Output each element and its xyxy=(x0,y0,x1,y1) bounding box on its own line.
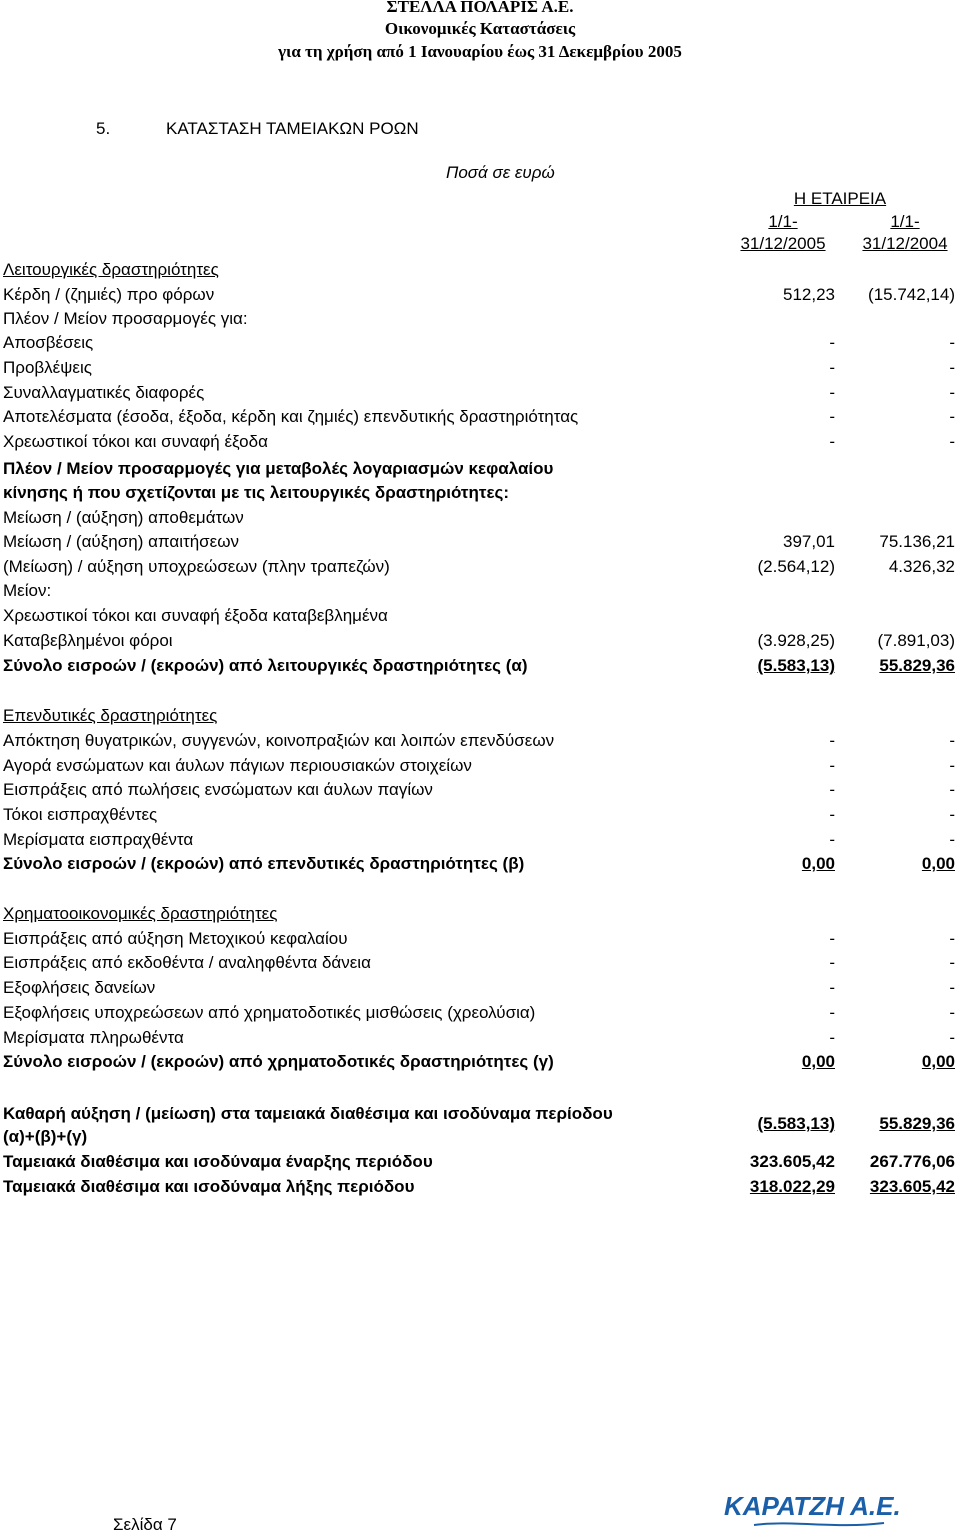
value-2005: 512,23 xyxy=(783,285,835,304)
row-label: Σύνολο εισροών / (εκροών) από χρηματοδοτικές δραστηριότητες (γ) xyxy=(3,1052,554,1071)
row-label: Αγορά ενσώματων και άυλων πάγιων περιουσιακών στοιχείων xyxy=(3,756,472,775)
row-label: Μερίσματα εισπραχθέντα xyxy=(3,830,194,849)
table-row xyxy=(3,604,955,628)
value-2005: - xyxy=(829,731,835,750)
value-2004: - xyxy=(949,953,955,972)
row-label: Εισπράξεις από εκδοθέντα / αναληφθέντα δάνεια xyxy=(3,953,371,972)
table-row xyxy=(3,951,955,975)
value-2005: - xyxy=(829,780,835,799)
value-2004: - xyxy=(949,731,955,750)
table-row xyxy=(3,754,955,778)
page-number: Σελίδα 7 xyxy=(113,1515,177,1534)
value-2004: - xyxy=(949,780,955,799)
col1-line1: 1/1- xyxy=(768,212,798,231)
col1-line2: 31/12/2005 xyxy=(740,234,826,253)
value-2004: - xyxy=(949,407,955,426)
value-2004: - xyxy=(949,432,955,451)
logo-text: ΚΑΡΑΤΖΗ Α.Ε. xyxy=(724,1491,901,1521)
table-row xyxy=(3,927,955,951)
row-label: (Μείωση) / αύξηση υποχρεώσεων (πλην τραπεζών) xyxy=(3,557,390,576)
value-2004: 55.829,36 xyxy=(879,1114,955,1133)
value-2005: 318.022,29 xyxy=(749,1177,835,1196)
value-2004: - xyxy=(949,756,955,775)
row-label: Εισπράξεις από πωλήσεις ενσώματων και άυλων παγίων xyxy=(3,780,433,799)
logo-swoosh xyxy=(754,1523,884,1525)
table-row xyxy=(3,331,955,355)
value-2004: (15.742,14) xyxy=(868,285,955,304)
value-2004: - xyxy=(949,1028,955,1047)
row-label: Μείον: xyxy=(3,581,52,600)
value-2004: 323.605,42 xyxy=(869,1177,955,1196)
value-2005: - xyxy=(829,383,835,402)
table-row xyxy=(3,778,955,802)
row-label: Πλέον / Μείον προσαρμογές για: xyxy=(3,309,248,328)
table-row xyxy=(3,430,955,454)
table-row-total xyxy=(3,1050,955,1074)
row-label: Πλέον / Μείον προσαρμογές για μεταβολές λογαριασμών κεφαλαίου xyxy=(3,459,554,478)
value-2004: - xyxy=(949,383,955,402)
table-row xyxy=(3,629,955,653)
company-name: ΣΤΕΛΛΑ ΠΟΛΑΡΙΣ Α.Ε. xyxy=(386,0,574,16)
value-2005: - xyxy=(829,333,835,352)
value-2005: (5.583,13) xyxy=(757,1114,835,1133)
row-label: Σύνολο εισροών / (εκροών) από επενδυτικές δραστηριότητες (β) xyxy=(3,854,525,873)
value-2005: 323.605,42 xyxy=(749,1152,835,1171)
table-row-total xyxy=(3,852,955,876)
table-row xyxy=(3,1001,955,1025)
value-2004: - xyxy=(949,358,955,377)
row-label: Ταμειακά διαθέσιμα και ισοδύναμα λήξης περιόδου xyxy=(3,1177,415,1196)
row-label: Επενδυτικές δραστηριότητες xyxy=(3,706,218,725)
table-row xyxy=(3,902,955,926)
row-label: Προβλέψεις xyxy=(3,358,92,377)
row-label: Σύνολο εισροών / (εκροών) από λειτουργικές δραστηριότητες (α) xyxy=(3,656,528,675)
row-label: Λειτουργικές δραστηριότητες xyxy=(3,260,219,279)
value-2004: - xyxy=(949,333,955,352)
value-2004: - xyxy=(949,830,955,849)
row-label: Χρεωστικοί τόκοι και συναφή έξοδα καταβεβλημένα xyxy=(3,606,388,625)
col2-line1: 1/1- xyxy=(890,212,920,231)
value-2005: 397,01 xyxy=(783,532,835,551)
value-2004: - xyxy=(949,978,955,997)
value-2005: - xyxy=(829,358,835,377)
value-2004: 4.326,32 xyxy=(888,557,955,576)
value-2005: - xyxy=(829,432,835,451)
table-row xyxy=(3,457,955,481)
entity-header: Η ΕΤΑΙΡΕΙΑ xyxy=(793,189,887,208)
section-title xyxy=(96,119,419,139)
value-2005: - xyxy=(829,929,835,948)
row-label: Συναλλαγματικές διαφορές xyxy=(3,383,205,402)
row-label: Χρηματοοικονομικές δραστηριότητες xyxy=(3,904,278,923)
value-2004: (7.891,03) xyxy=(877,631,955,650)
value-2004: 75.136,21 xyxy=(879,532,955,551)
table-row xyxy=(3,704,955,728)
row-label: Απόκτηση θυγατρικών, συγγενών, κοινοπραξιών και λοιπών επενδύσεων xyxy=(3,731,555,750)
value-2005: - xyxy=(829,805,835,824)
value-2004: - xyxy=(949,1003,955,1022)
table-row-total xyxy=(3,654,955,678)
row-label: Εξοφλήσεις υποχρεώσεων από χρηματοδοτικές μισθώσεις (χρεολύσια) xyxy=(3,1003,536,1022)
table-row xyxy=(3,481,955,505)
row-label: Μείωση / (αύξηση) απαιτήσεων xyxy=(3,532,240,551)
section-number: 5. xyxy=(96,119,111,138)
value-2005: (3.928,25) xyxy=(757,631,835,650)
col2-line2: 31/12/2004 xyxy=(862,234,948,253)
table-row xyxy=(3,405,955,429)
value-2005: (5.583,13) xyxy=(757,656,835,675)
table-row xyxy=(3,356,955,380)
value-2005: (2.564,12) xyxy=(757,557,835,576)
value-2005: - xyxy=(829,756,835,775)
table-row xyxy=(3,828,955,852)
table-row xyxy=(3,381,955,405)
currency-note: Ποσά σε ευρώ xyxy=(446,163,555,182)
document-period: για τη χρήση από 1 Ιανουαρίου έως 31 Δεκεμβρίου 2005 xyxy=(278,42,682,61)
table-row xyxy=(3,283,955,307)
table-row xyxy=(3,1026,955,1050)
value-2005: - xyxy=(829,407,835,426)
row-label: Αποτελέσματα (έσοδα, έξοδα, κέρδη και ζημιές) επενδυτικής δραστηριότητας xyxy=(3,407,579,426)
table-row-net-change xyxy=(3,1102,955,1150)
value-2005: - xyxy=(829,953,835,972)
value-2005: - xyxy=(829,978,835,997)
row-label: Κέρδη / (ζημιές) προ φόρων xyxy=(3,285,215,304)
column-header-2004 xyxy=(855,211,955,255)
table-row xyxy=(3,976,955,1000)
value-2004: 55.829,36 xyxy=(879,656,955,675)
value-2004: - xyxy=(949,805,955,824)
table-row xyxy=(3,579,955,603)
table-row xyxy=(3,258,955,282)
row-label: Χρεωστικοί τόκοι και συναφή έξοδα xyxy=(3,432,268,451)
table-row xyxy=(3,530,955,554)
table-row xyxy=(3,506,955,530)
row-label: Εξοφλήσεις δανείων xyxy=(3,978,156,997)
value-2005: - xyxy=(829,830,835,849)
table-row xyxy=(3,1150,955,1174)
value-2004: 0,00 xyxy=(921,854,955,873)
row-label: Αποσβέσεις xyxy=(3,333,94,352)
table-row xyxy=(3,729,955,753)
row-label: Εισπράξεις από αύξηση Μετοχικού κεφαλαίου xyxy=(3,929,348,948)
value-2005: 0,00 xyxy=(801,854,835,873)
value-2004: - xyxy=(949,929,955,948)
table-row xyxy=(3,803,955,827)
row-label: Καταβεβλημένοι φόροι xyxy=(3,631,173,650)
row-label: κίνησης ή που σχετίζονται με τις λειτουργικές δραστηριότητες: xyxy=(3,483,510,502)
value-2004: 0,00 xyxy=(921,1052,955,1071)
value-2005: - xyxy=(829,1028,835,1047)
table-row xyxy=(3,555,955,579)
value-2005: 0,00 xyxy=(801,1052,835,1071)
row-label: Μείωση / (αύξηση) αποθεμάτων xyxy=(3,508,244,527)
table-row xyxy=(3,307,955,331)
company-logo xyxy=(724,1487,934,1531)
row-label: Ταμειακά διαθέσιμα και ισοδύναμα έναρξης περιόδου xyxy=(3,1152,433,1171)
row-label: Τόκοι εισπραχθέντες xyxy=(3,805,158,824)
logo-graphic xyxy=(724,1487,934,1531)
table-row-total xyxy=(3,1175,955,1199)
row-label: Καθαρή αύξηση / (μείωση) στα ταμειακά διαθέσιμα και ισοδύναμα περίοδου (α)+(β)+(γ) xyxy=(3,1104,613,1146)
section-title-text: ΚΑΤΑΣΤΑΣΗ ΤΑΜΕΙΑΚΩΝ ΡΟΩΝ xyxy=(166,119,419,138)
row-label: Μερίσματα πληρωθέντα xyxy=(3,1028,184,1047)
value-2004: 267.776,06 xyxy=(869,1152,955,1171)
value-2005: - xyxy=(829,1003,835,1022)
column-header-2005 xyxy=(733,211,833,255)
document-subtitle: Οικονομικές Καταστάσεις xyxy=(384,19,576,38)
